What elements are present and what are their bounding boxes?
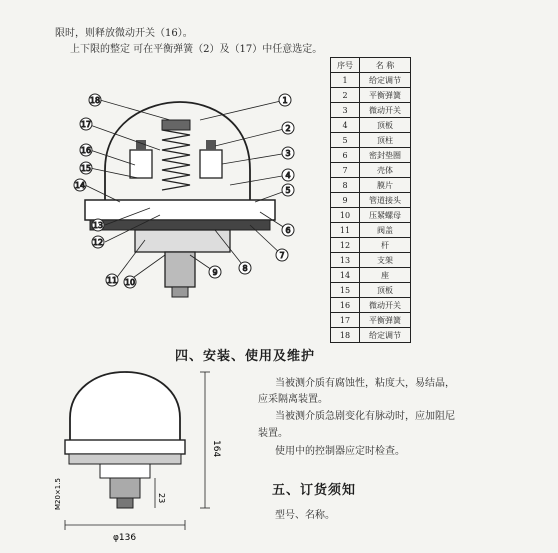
callout-11: [106, 274, 118, 286]
table-row: [331, 193, 411, 208]
part-name-cell: 给定调节: [360, 328, 411, 343]
svg-text:6: 6: [285, 226, 291, 235]
callout-9: [209, 266, 221, 278]
part-name-cell: 给定调节: [360, 73, 411, 88]
part-number-cell: 3: [331, 103, 360, 118]
section-4-p4: 装置。: [258, 428, 288, 439]
callout-1: [279, 94, 291, 106]
part-name-cell: 顶板: [360, 118, 411, 133]
svg-text:2: 2: [285, 124, 291, 133]
callout-16: [80, 144, 92, 156]
table-header-row: [331, 58, 411, 73]
part-number-cell: 12: [331, 238, 360, 253]
part-number-cell: 15: [331, 283, 360, 298]
part-number-cell: 14: [331, 268, 360, 283]
part-name-cell: 座: [360, 268, 411, 283]
part-number-cell: 13: [331, 253, 360, 268]
part-number-cell: 11: [331, 223, 360, 238]
section-4-p5: 使用中的控制器应定时检查。: [275, 446, 405, 457]
part-name-cell: 壳体: [360, 163, 411, 178]
svg-text:13: 13: [92, 221, 104, 230]
callout-15: [80, 162, 92, 174]
table-row: [331, 313, 411, 328]
table-row: [331, 253, 411, 268]
outline-thread: [117, 498, 133, 508]
callout-13: [92, 219, 104, 231]
part-number-cell: 16: [331, 298, 360, 313]
svg-text:16: 16: [80, 146, 92, 155]
part-name-cell: 平衡弹簧: [360, 313, 411, 328]
callout-7: [276, 249, 288, 261]
intro-line-2: 上下限的整定 可在平衡弹簧（2）及（17）中任意选定。: [70, 44, 323, 55]
svg-text:10: 10: [124, 278, 136, 287]
part-number-cell: 18: [331, 328, 360, 343]
intro-line-1: 限时，则释放微动开关（16）。: [55, 28, 193, 39]
part-name-cell: 支架: [360, 253, 411, 268]
callout-18: [89, 94, 101, 106]
outline-drawing: [55, 360, 230, 550]
svg-text:17: 17: [80, 120, 92, 129]
dim-height: 164: [211, 440, 221, 458]
table-row: [331, 103, 411, 118]
outline-base: [69, 454, 181, 464]
part-number-cell: 17: [331, 313, 360, 328]
svg-text:4: 4: [285, 171, 291, 180]
outline-base-ring: [65, 440, 185, 454]
part-number-cell: 5: [331, 133, 360, 148]
dim-diameter: φ136: [113, 533, 137, 543]
callout-5: [282, 184, 294, 196]
section-4-p3: 当被测介质急剧变化有脉动时，应加阻尼: [275, 411, 455, 422]
table-row: [331, 223, 411, 238]
callout-4: [282, 169, 294, 181]
dim-thread: M20×1.5: [54, 478, 62, 510]
table-row: [331, 268, 411, 283]
col-header-number: 序号: [331, 58, 360, 73]
svg-text:3: 3: [285, 149, 291, 158]
callout-14: [74, 179, 86, 191]
part-name-cell: 管道接头: [360, 193, 411, 208]
part-number-cell: 6: [331, 148, 360, 163]
callout-6: [282, 224, 294, 236]
table-row: [331, 148, 411, 163]
parts-table: [330, 57, 411, 343]
outline-housing: [100, 464, 150, 478]
outline-dome: [70, 372, 180, 440]
section-5-p1: 型号、名称。: [275, 510, 335, 521]
dim-base: 23: [157, 493, 166, 504]
part-number-cell: 10: [331, 208, 360, 223]
table-row: [331, 178, 411, 193]
svg-text:9: 9: [212, 268, 218, 277]
part-name-cell: 顶板: [360, 283, 411, 298]
part-name-cell: 顶柱: [360, 133, 411, 148]
part-name-cell: 阀盖: [360, 223, 411, 238]
svg-text:14: 14: [74, 181, 86, 190]
table-row: [331, 238, 411, 253]
svg-text:12: 12: [92, 238, 104, 247]
col-header-name: 名 称: [360, 58, 411, 73]
part-number-cell: 7: [331, 163, 360, 178]
part-name-cell: 膜片: [360, 178, 411, 193]
svg-text:7: 7: [279, 251, 285, 260]
table-row: [331, 88, 411, 103]
part-name-cell: 微动开关: [360, 298, 411, 313]
part-name-cell: 密封垫圈: [360, 148, 411, 163]
callout-17: [80, 118, 92, 130]
part-number-cell: 2: [331, 88, 360, 103]
callout-10: [124, 276, 136, 288]
table-row: [331, 328, 411, 343]
section-5-title: 五、订货须知: [272, 483, 357, 498]
part-number-cell: 4: [331, 118, 360, 133]
table-row: [331, 283, 411, 298]
table-row: [331, 133, 411, 148]
part-number-cell: 1: [331, 73, 360, 88]
callout-3: [282, 147, 294, 159]
svg-text:5: 5: [285, 186, 291, 195]
svg-text:1: 1: [282, 96, 288, 105]
callout-2: [282, 122, 294, 134]
table-row: [331, 73, 411, 88]
outline-hex-nut: [110, 478, 140, 498]
part-name-cell: 平衡弹簧: [360, 88, 411, 103]
table-row: [331, 118, 411, 133]
svg-text:18: 18: [89, 96, 101, 105]
part-number-cell: 9: [331, 193, 360, 208]
part-name-cell: 微动开关: [360, 103, 411, 118]
svg-text:11: 11: [106, 276, 118, 285]
svg-text:15: 15: [80, 164, 92, 173]
table-row: [331, 208, 411, 223]
part-name-cell: 杆: [360, 238, 411, 253]
table-row: [331, 298, 411, 313]
part-number-cell: 8: [331, 178, 360, 193]
table-row: [331, 163, 411, 178]
part-name-cell: 压紧螺母: [360, 208, 411, 223]
callout-8: [239, 262, 251, 274]
section-4-p2: 应采隔离装置。: [258, 394, 328, 405]
section-4-title: 四、安装、使用及维护: [175, 349, 316, 364]
svg-text:8: 8: [242, 264, 248, 273]
callout-12: [92, 236, 104, 248]
section-4-p1: 当被测介质有腐蚀性，粘度大，易结晶，: [275, 378, 455, 389]
